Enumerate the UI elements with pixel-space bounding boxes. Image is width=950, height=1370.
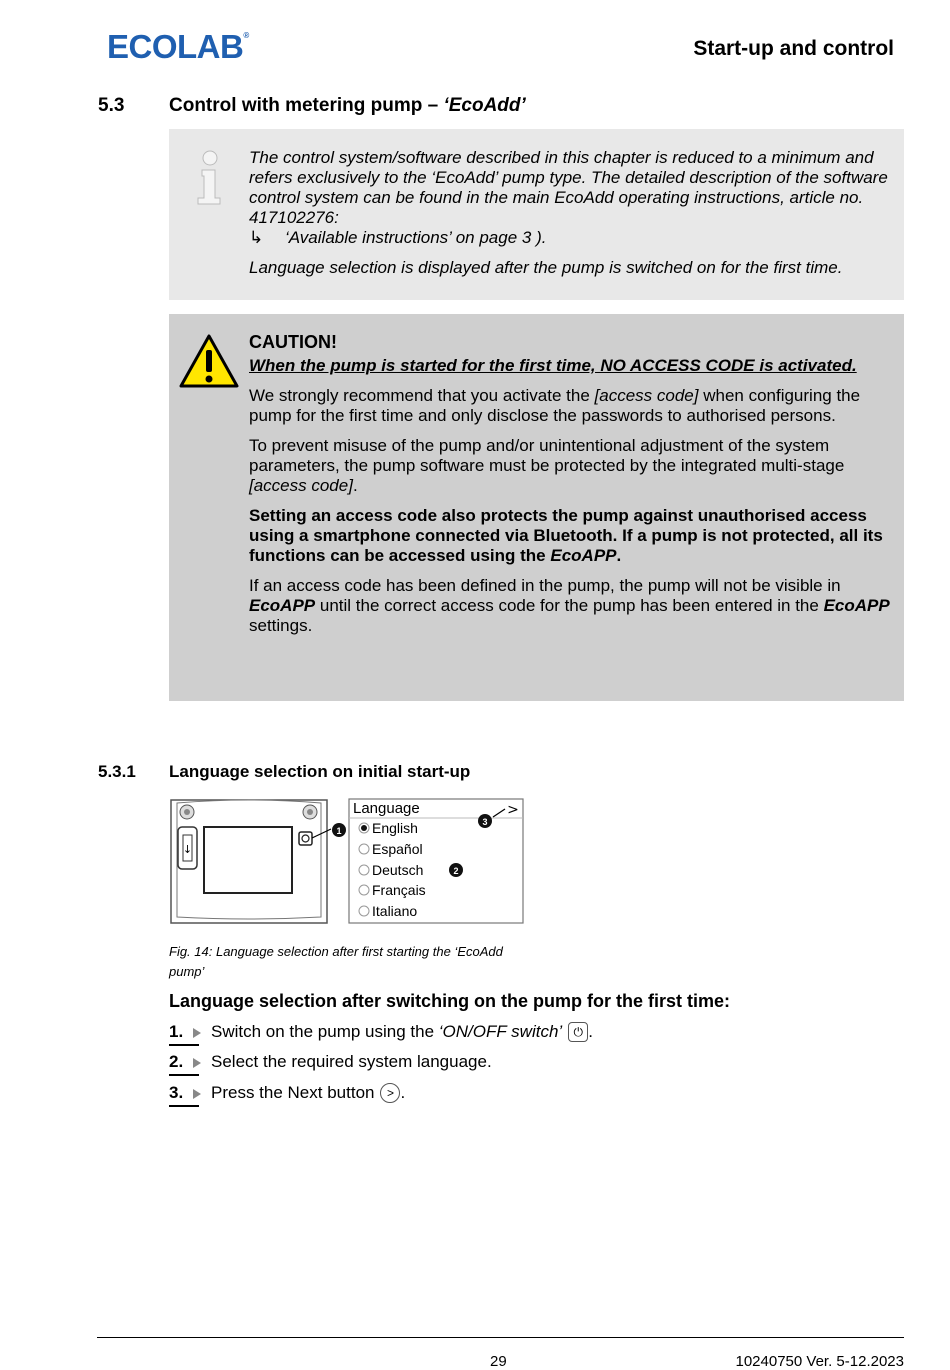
- caution-p4-ecoapp: EcoAPP: [249, 596, 316, 615]
- subsection-title: Language selection on initial start-up: [169, 762, 471, 781]
- step-text: Press the Next button: [211, 1083, 375, 1102]
- info-reference: [249, 228, 897, 248]
- on-off-switch-label: ‘ON/OFF switch’: [438, 1022, 563, 1041]
- step-arrow-icon: [193, 1028, 201, 1038]
- step-arrow-icon: [193, 1089, 201, 1099]
- step-text: Select the required system language.: [211, 1052, 492, 1071]
- language-option-francais[interactable]: Français: [372, 882, 426, 898]
- step-number: [169, 1083, 211, 1103]
- reference-link[interactable]: ‘Available instructions’ on page 3 ).: [285, 228, 547, 247]
- caution-paragraph-2: [249, 436, 897, 496]
- step-text-end: .: [400, 1083, 406, 1102]
- caution-p2-text-end: .: [352, 476, 358, 495]
- ecolab-logo: [107, 30, 249, 63]
- caution-p4-ecoapp-2: EcoAPP: [823, 596, 890, 615]
- caution-p3-ecoapp: EcoAPP: [550, 546, 617, 565]
- caution-subtitle: When the pump is started for the first time, NO ACCESS CODE is activated.: [249, 356, 857, 375]
- caution-p4-text-end: settings.: [249, 616, 313, 635]
- subsection-number: 5.3.1: [98, 762, 136, 781]
- section-title-pump: ‘EcoAdd’: [443, 95, 526, 116]
- footer-divider: [97, 1337, 904, 1338]
- step-3: [169, 1083, 405, 1103]
- power-icon: ⏻: [568, 1022, 588, 1042]
- logo-text: ECOLAB: [107, 28, 244, 65]
- language-selection-figure: [169, 797, 525, 925]
- step-text-end: .: [588, 1022, 593, 1041]
- caution-p3-text-end: .: [616, 546, 622, 565]
- caution-paragraph-3: [249, 506, 897, 566]
- logo-registered-mark: ®: [243, 31, 249, 40]
- caution-paragraph-4: [249, 576, 897, 636]
- caution-p3-text: Setting an access code also protects the pump against unauthorised access using a smartphone connected via Bluetooth. If a pump is not protected, all its functions can be accessed using the: [249, 506, 883, 565]
- info-note-text: [249, 148, 897, 278]
- language-option-italiano[interactable]: Italiano: [372, 903, 418, 919]
- caution-p2-access-code: [access code]: [249, 476, 353, 495]
- section-number: 5.3: [98, 95, 125, 116]
- caution-p1-text: We strongly recommend that you activate the: [249, 386, 595, 405]
- figure-caption: Fig. 14: Language selection after first starting the ‘EcoAdd pump’: [169, 944, 503, 979]
- section-title: [169, 95, 526, 117]
- language-screen-title: Language: [353, 800, 420, 817]
- pump-panel-illustration: [171, 800, 346, 923]
- caution-p1-text-end: when configuring the pump for the first time and only disclose the passwords to authorised persons.: [249, 386, 861, 425]
- caution-p4-text-mid: until the correct access code for the pump has been entered in the: [315, 596, 824, 615]
- info-icon: [190, 148, 230, 208]
- svg-text:↓: ↓: [182, 843, 193, 856]
- svg-text:1: 1: [336, 826, 342, 836]
- reference-arrow-icon: ↳: [249, 228, 264, 247]
- svg-text:3: 3: [482, 817, 488, 827]
- steps-heading: Language selection after switching on the pump for the first time:: [169, 991, 731, 1011]
- step-text: Switch on the pump using the: [211, 1022, 435, 1041]
- step-number: [169, 1052, 211, 1072]
- step-2: [169, 1052, 492, 1072]
- step-number-text: 3.: [169, 1083, 184, 1102]
- chapter-header-title: Start-up and control: [693, 37, 894, 60]
- page-number: 29: [490, 1353, 507, 1370]
- caution-p4-text: If an access code has been defined in the pump, the pump will not be visible in: [249, 576, 841, 595]
- caution-paragraph-1: [249, 386, 897, 426]
- section-title-text: Control with metering pump –: [169, 95, 439, 116]
- caution-title: CAUTION!: [249, 332, 337, 352]
- step-1: [169, 1022, 593, 1042]
- caution-text: [249, 332, 897, 646]
- step-number-text: 1.: [169, 1022, 184, 1041]
- language-option-deutsch[interactable]: Deutsch: [372, 862, 424, 878]
- info-paragraph-1: The control system/software described in this chapter is reduced to a minimum and refers exclusively to the ‘EcoAdd’ pump type. The detailed description of the software control system can be found in the main EcoAdd operating instructions, article no. 417102276:: [249, 148, 888, 227]
- language-option-english[interactable]: English: [372, 820, 418, 836]
- svg-text:2: 2: [453, 866, 459, 876]
- info-paragraph-2: Language selection is displayed after the pump is switched on for the first time.: [249, 258, 843, 277]
- step-arrow-icon: [193, 1058, 201, 1068]
- next-button-icon: >: [380, 1083, 400, 1103]
- step-number-text: 2.: [169, 1052, 184, 1071]
- warning-triangle-icon: [178, 333, 240, 389]
- svg-text:>: >: [507, 802, 519, 818]
- step-number: [169, 1022, 211, 1042]
- document-version: 10240750 Ver. 5-12.2023: [735, 1353, 904, 1370]
- caution-p1-access-code: [access code]: [594, 386, 699, 405]
- caution-p2-text: To prevent misuse of the pump and/or unintentional adjustment of the system parameters, the pump software must be protected by the integrated multi-stage: [249, 436, 845, 475]
- language-option-espanol[interactable]: Español: [372, 841, 423, 857]
